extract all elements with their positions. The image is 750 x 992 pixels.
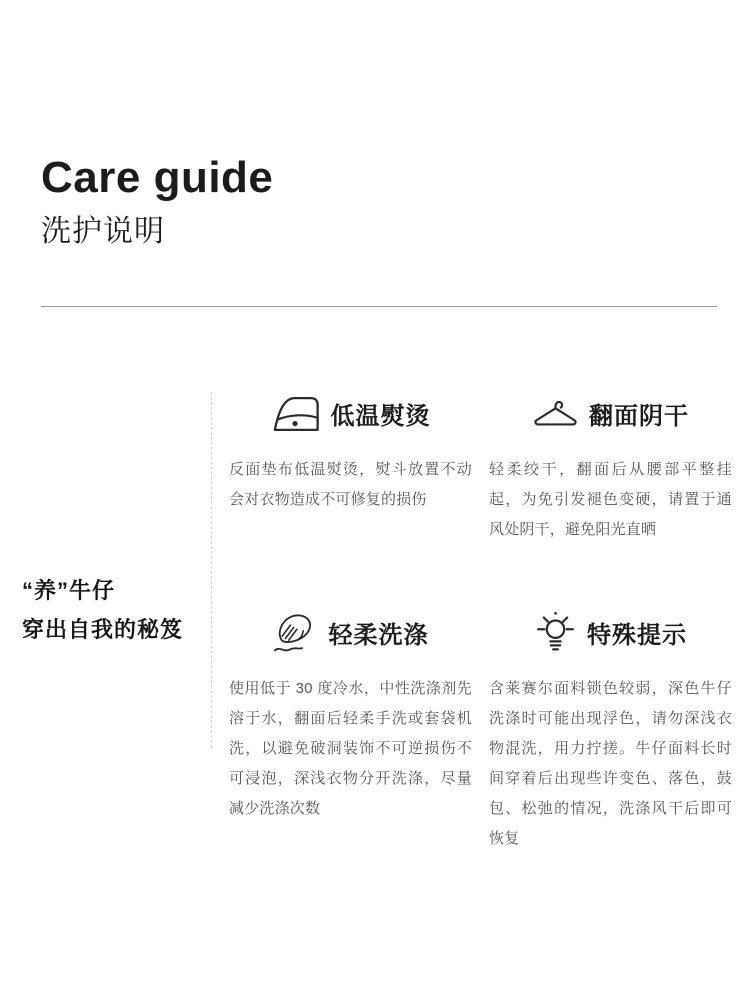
page-title: Care guide — [41, 153, 274, 202]
section-iron — [229, 390, 472, 515]
handwash-icon — [273, 611, 319, 654]
section-special-tips-title: 特殊提示 — [587, 621, 687, 649]
tagline-line-1: “养”牛仔 — [22, 578, 116, 603]
section-special-tips — [489, 609, 732, 854]
section-gentle-wash-header — [229, 609, 472, 655]
section-special-tips-header — [489, 609, 732, 655]
section-hang-dry-header — [489, 390, 732, 436]
section-iron-header — [229, 390, 472, 436]
section-hang-dry-body: 轻柔绞干，翻面后从腰部平整挂起，为免引发褪色变硬，请置于通风处阴干，避免阳光直晒 — [489, 461, 732, 538]
section-iron-title: 低温熨烫 — [330, 402, 431, 430]
horizontal-divider — [41, 306, 717, 307]
page-subtitle: 洗护说明 — [41, 215, 165, 248]
tagline — [22, 571, 183, 649]
bulb-icon — [534, 609, 577, 656]
section-special-tips-body: 含莱赛尔面料锁色较弱，深色牛仔洗涤时可能出现浮色，请勿深浅衣物混洗，用力拧搓。牛仔面料长时间穿着后出现些许变色、落色，鼓包、松弛的情况，洗涤风干后即可恢复 — [489, 680, 732, 847]
iron-icon — [271, 394, 321, 433]
vertical-dashed-divider — [211, 392, 212, 748]
section-gentle-wash-body: 使用低于 30 度冷水，中性洗涤剂先溶于水，翻面后轻柔手洗或套袋机洗，以避免破洞装饰不可逆损伤不可浸泡，深浅衣物分开洗涤，尽量减少洗涤次数 — [229, 680, 472, 817]
section-gentle-wash — [229, 609, 472, 824]
tagline-line-2: 穿出自我的秘笈 — [22, 617, 184, 642]
hanger-icon — [532, 398, 579, 429]
section-gentle-wash-title: 轻柔洗涤 — [328, 621, 429, 649]
section-hang-dry-title: 翻面阴干 — [589, 402, 689, 430]
section-hang-dry — [489, 390, 732, 545]
section-iron-body: 反面垫布低温熨烫，熨斗放置不动会对衣物造成不可修复的损伤 — [229, 461, 472, 508]
